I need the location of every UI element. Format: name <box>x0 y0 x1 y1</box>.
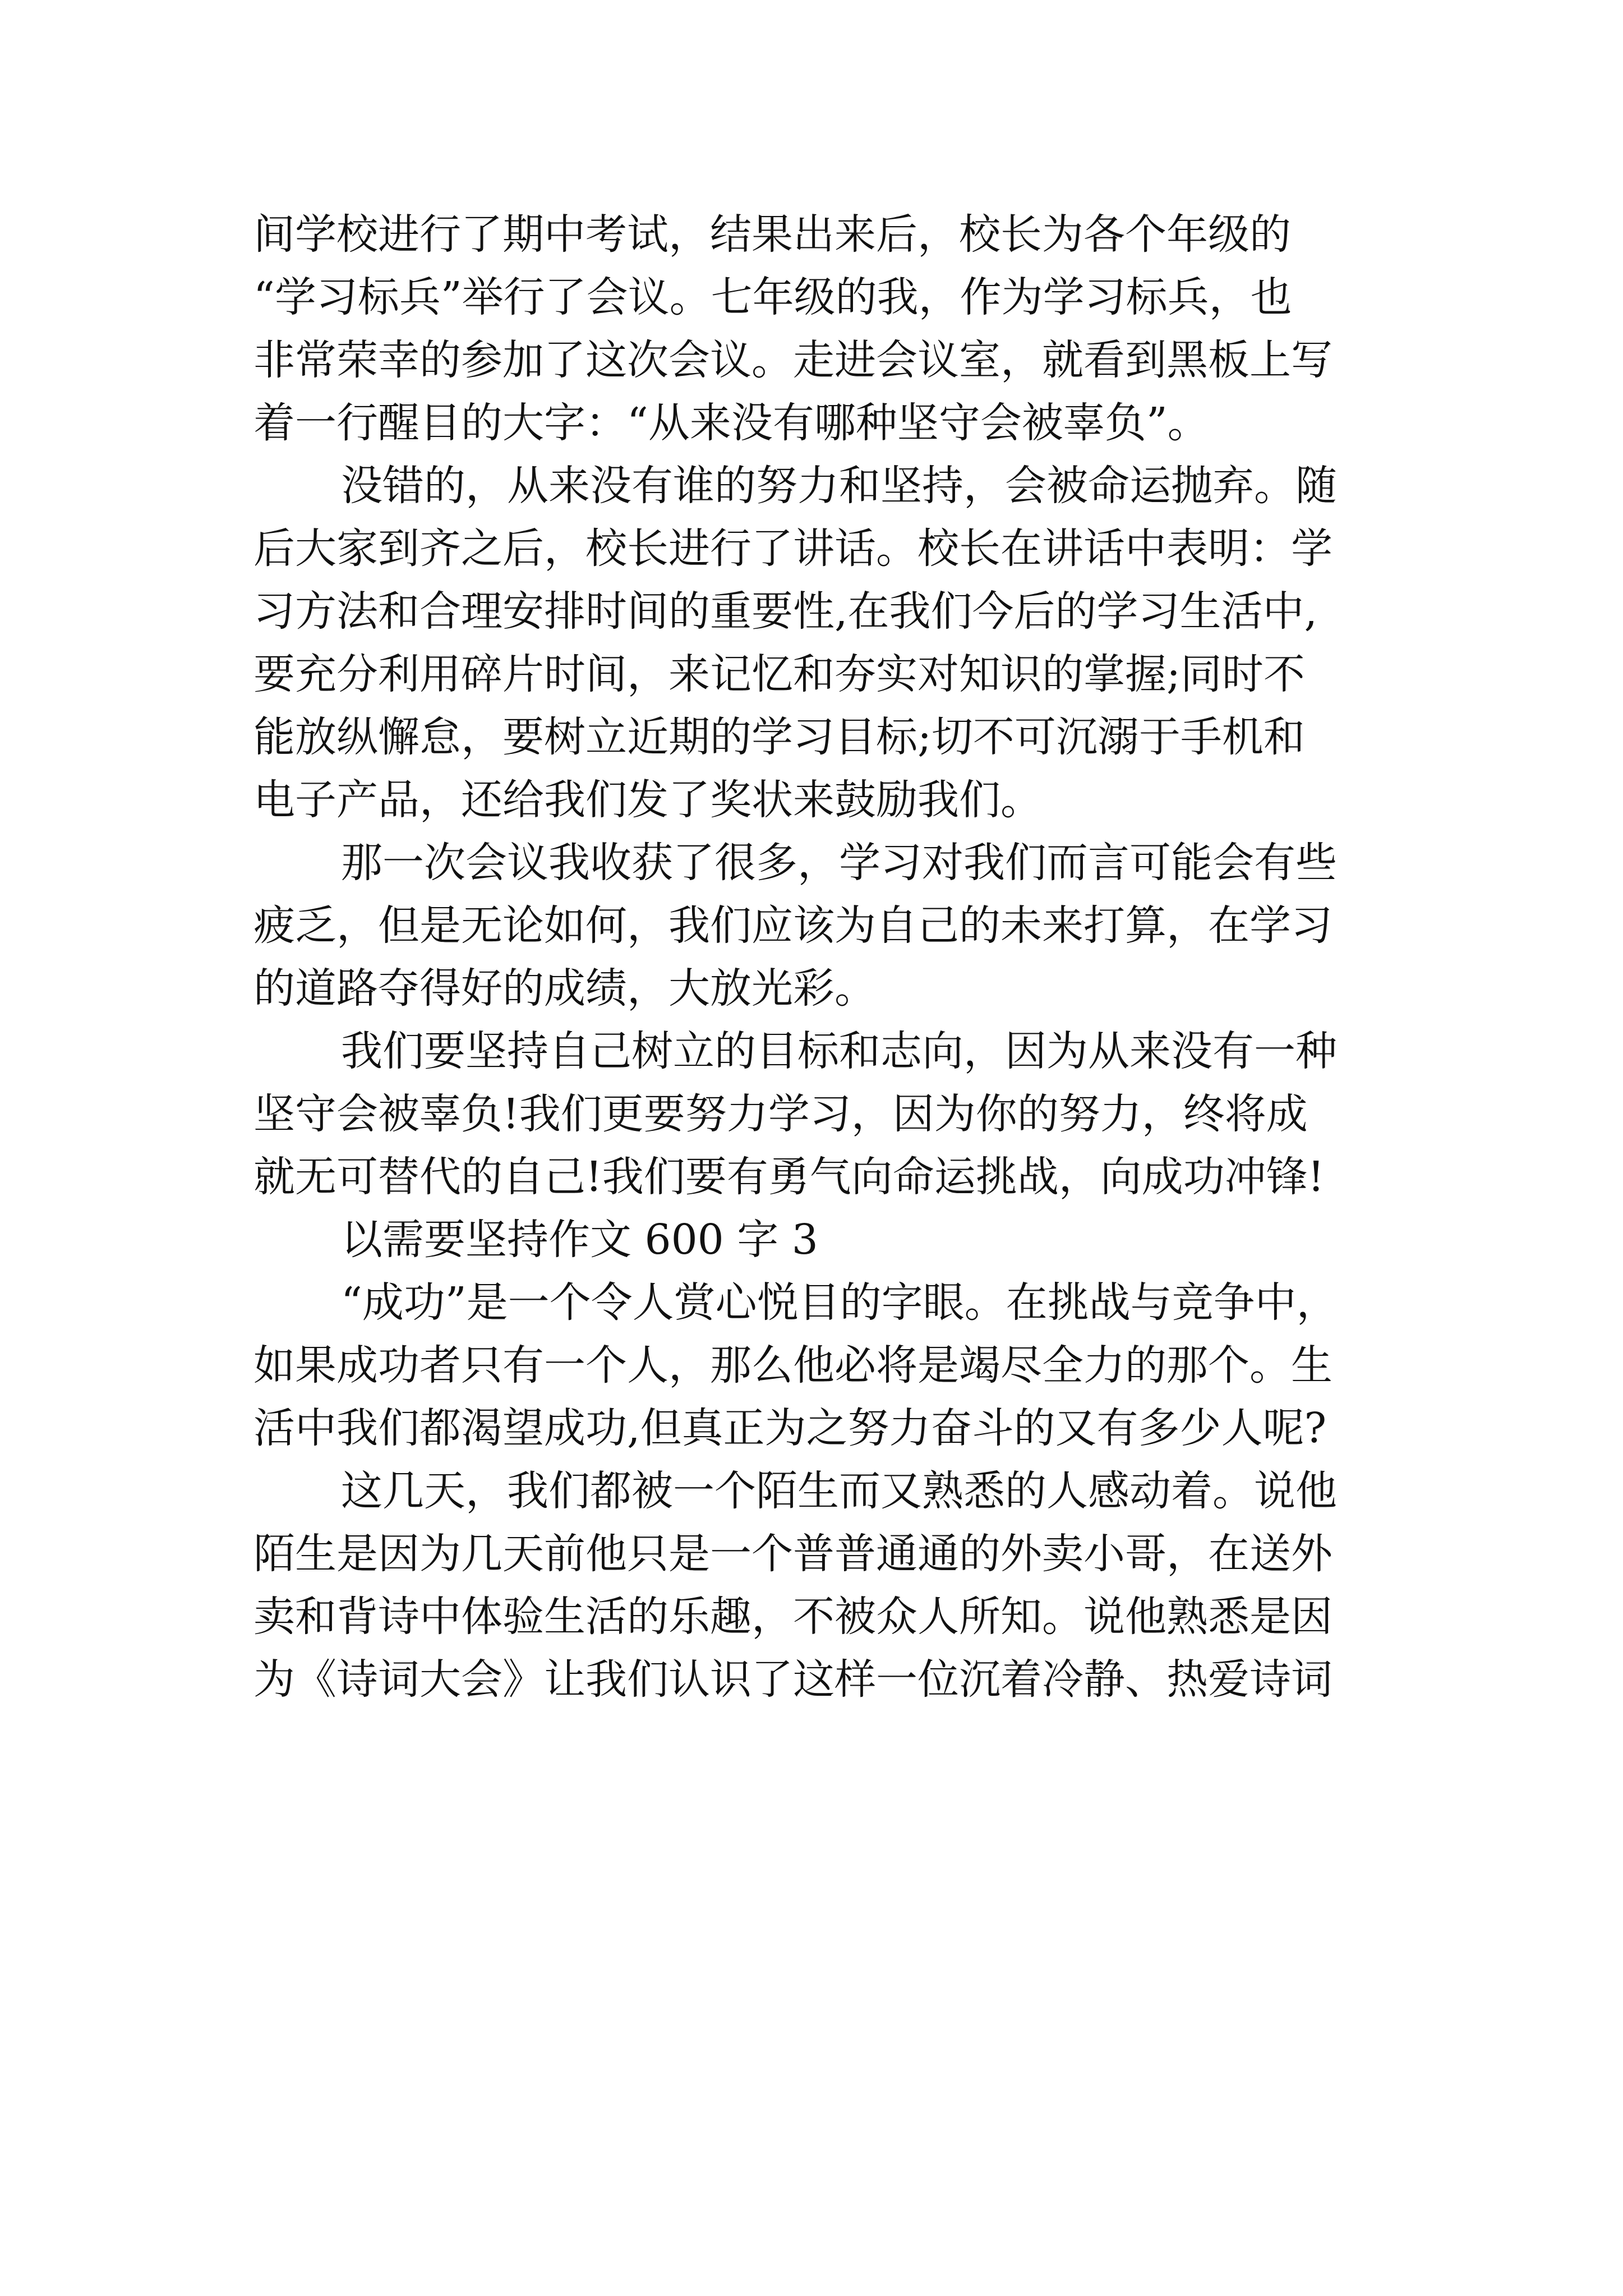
text-line: 卖和背诗中体验生活的乐趣，不被众人所知。说他熟悉是因 <box>253 1593 1332 1641</box>
text-line: 疲乏，但是无论如何，我们应该为自己的未来打算，在学习 <box>253 901 1332 950</box>
paragraph-first-line: 没错的，从来没有谁的努力和坚持，会被命运抛弃。随 <box>341 462 1337 510</box>
text-line: 间学校进行了期中考试，结果出来后，校长为各个年级的 <box>253 210 1291 259</box>
text-line: 为《诗词大会》让我们认识了这样一位沉着冷静、热爱诗词 <box>253 1655 1332 1704</box>
text-line: 陌生是因为几天前他只是一个普普通通的外卖小哥，在送外 <box>253 1530 1332 1578</box>
text-line: 坚守会被辜负!我们更要努力学习，因为你的努力，终将成 <box>253 1090 1308 1138</box>
text-line: 如果成功者只有一个人，那么他必将是竭尽全力的那个。生 <box>253 1341 1332 1389</box>
text-line: “学习标兵”举行了会议。七年级的我，作为学习标兵，也 <box>253 273 1292 321</box>
text-line: 着一行醒目的大字：“从来没有哪种坚守会被辜负”。 <box>253 399 1209 447</box>
text-line: 就无可替代的自己!我们要有勇气向命运挑战，向成功冲锋! <box>253 1153 1325 1201</box>
text-line: 要充分利用碎片时间，来记忆和夯实对知识的掌握;同时不 <box>253 650 1305 698</box>
text-line: 活中我们都渴望成功,但真正为之努力奋斗的又有多少人呢? <box>253 1404 1327 1452</box>
paragraph-first-line: 那一次会议我收获了很多，学习对我们而言可能会有些 <box>341 839 1337 887</box>
paragraph-first-line: 这几天，我们都被一个陌生而又熟悉的人感动着。说他 <box>341 1467 1337 1515</box>
text-line: 非常荣幸的参加了这次会议。走进会议室，就看到黑板上写 <box>253 336 1332 384</box>
text-line: 的道路夺得好的成绩，大放光彩。 <box>253 964 876 1013</box>
paragraph-first-line: 我们要坚持自己树立的目标和志向，因为从来没有一种 <box>341 1027 1337 1075</box>
section-heading: 以需要坚持作文 600 字 3 <box>341 1216 818 1264</box>
text-line: 能放纵懈怠，要树立近期的学习目标;切不可沉溺于手机和 <box>253 713 1305 761</box>
text-line: 后大家到齐之后，校长进行了讲话。校长在讲话中表明：学 <box>253 524 1332 573</box>
paragraph-first-line: “成功”是一个令人赏心悦目的字眼。在挑战与竞争中， <box>341 1278 1338 1327</box>
document-body <box>253 203 1403 1711</box>
text-line: 习方法和合理安排时间的重要性,在我们今后的学习生活中, <box>253 587 1318 636</box>
text-line: 电子产品，还给我们发了奖状来鼓励我们。 <box>253 776 1042 824</box>
